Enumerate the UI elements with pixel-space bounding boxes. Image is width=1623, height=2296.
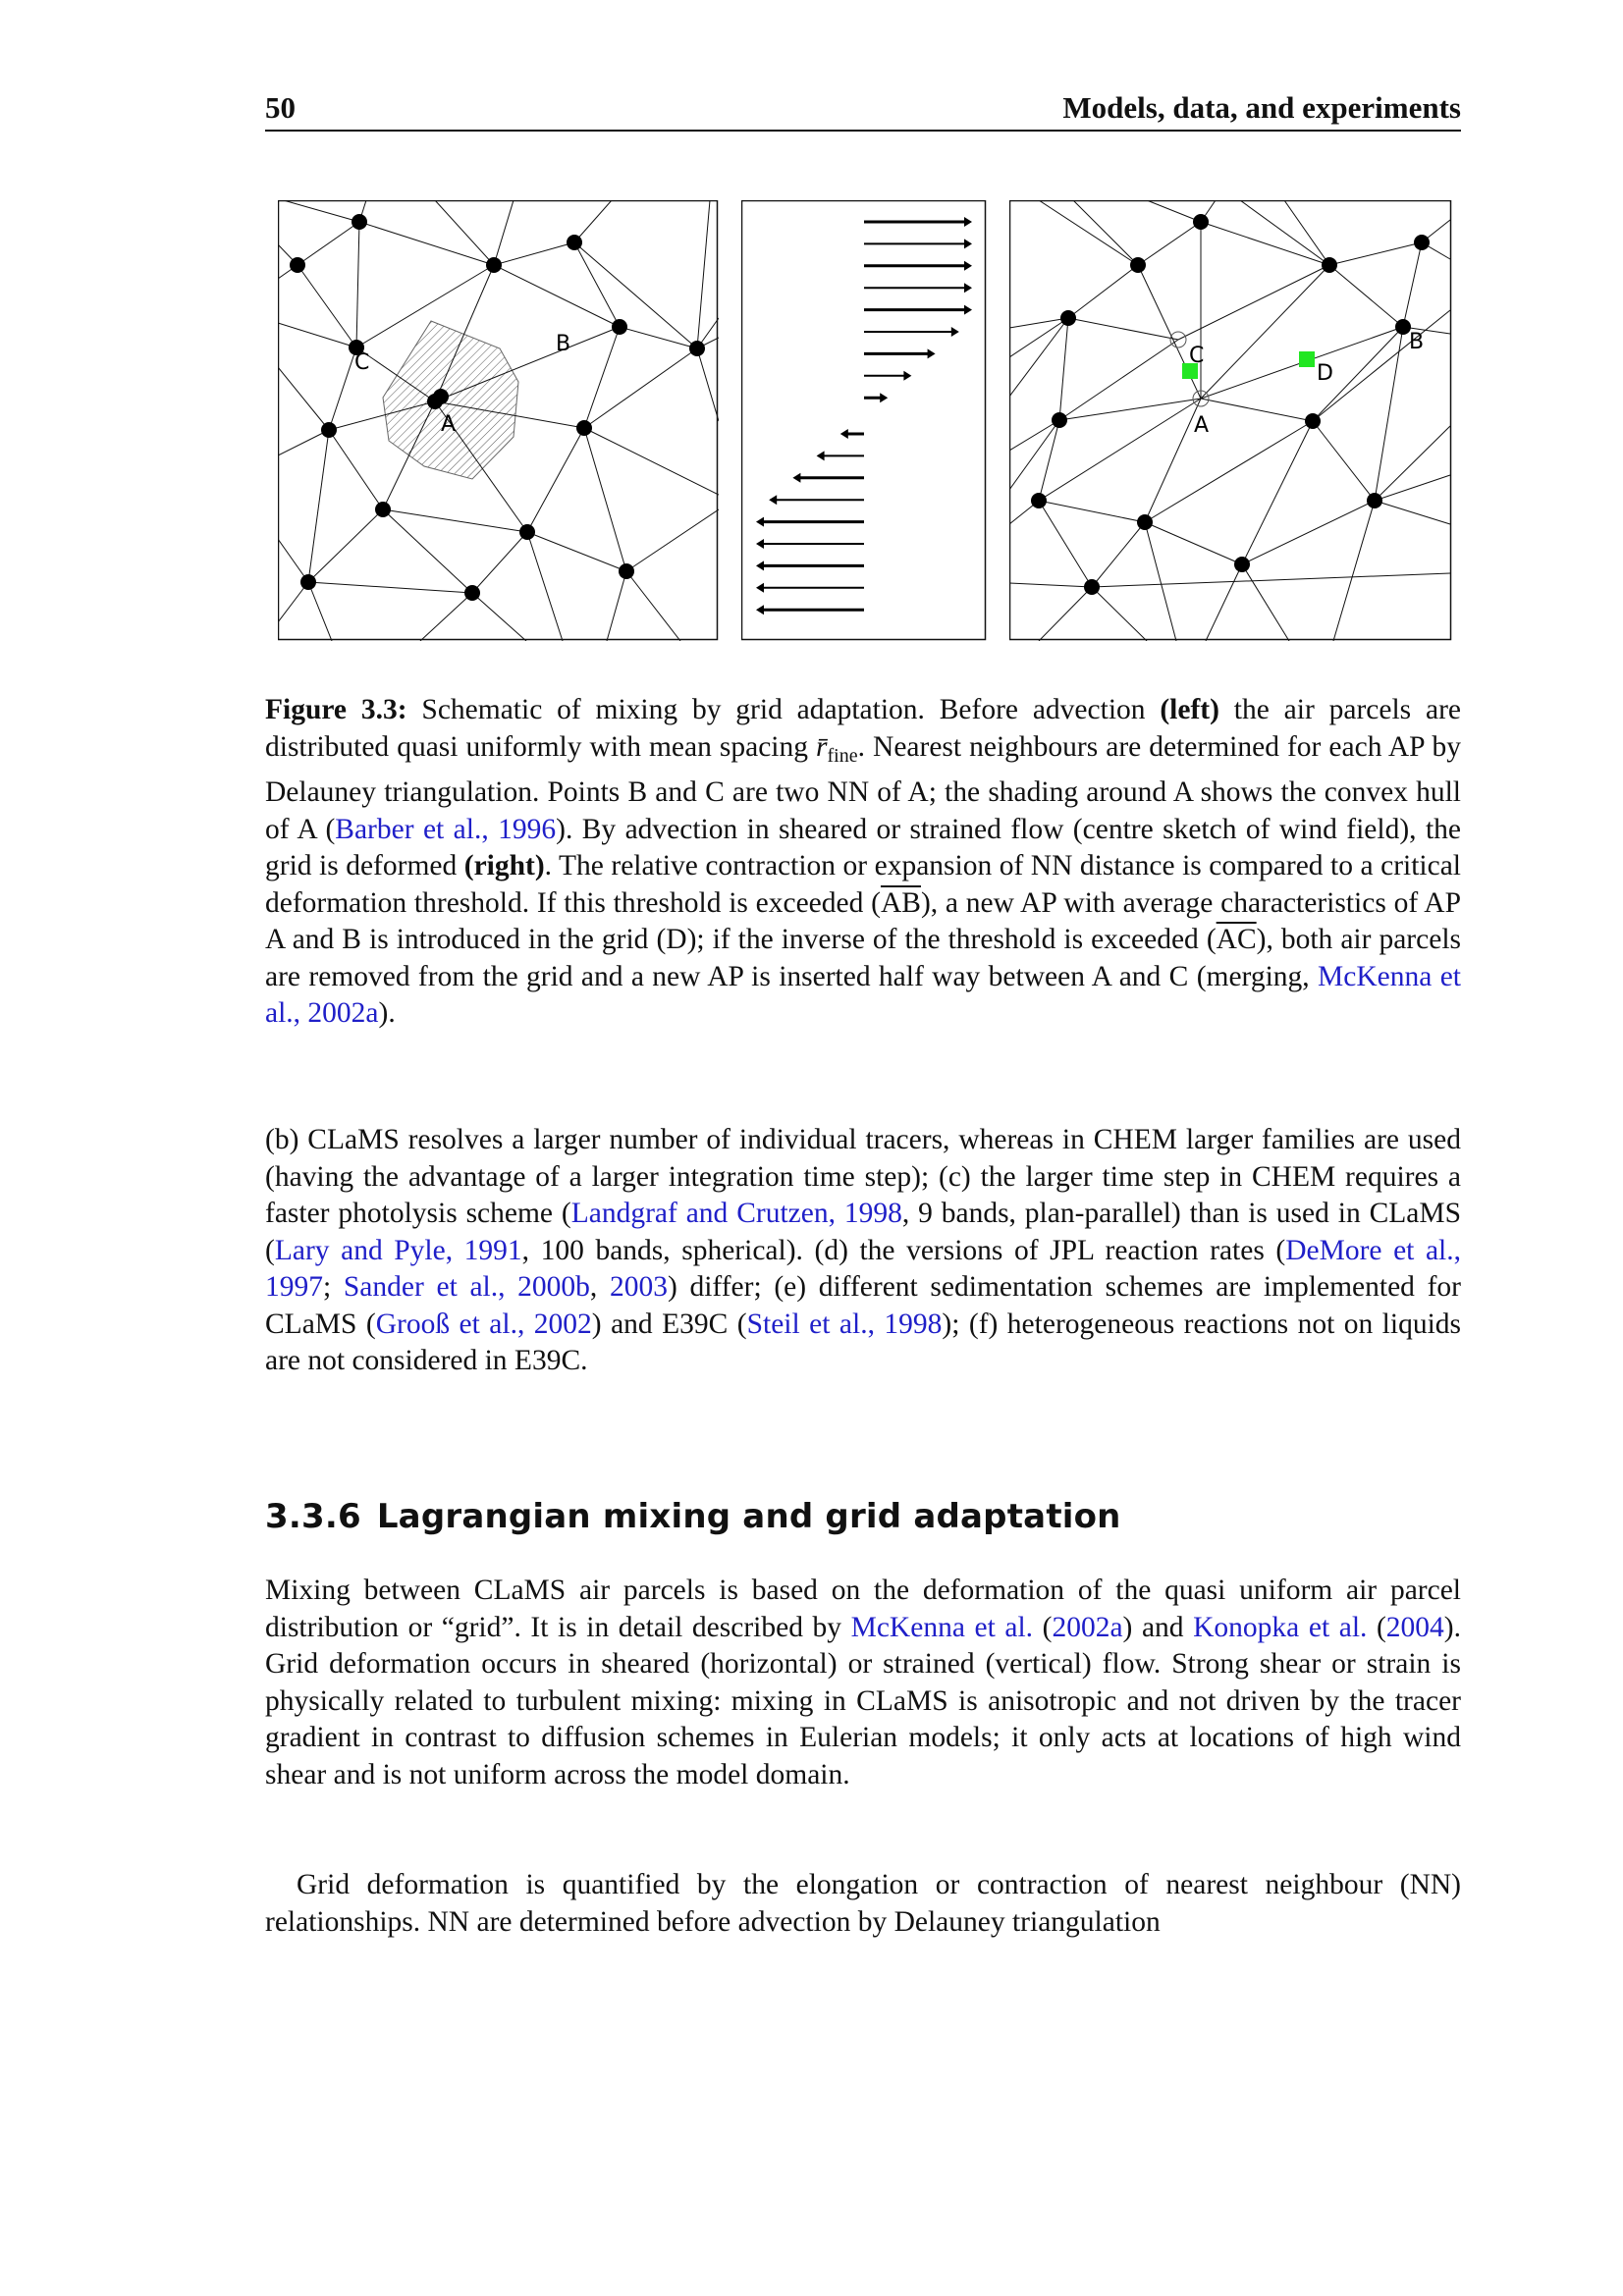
air-parcel-node: [1052, 412, 1067, 428]
body-paragraph: Grid deformation is quantified by the elongation or contraction of nearest neighbour (NN) relationships. NN are determined before advection by Delauney triangulation: [265, 1869, 1461, 1938]
page-number: 50: [265, 90, 296, 125]
air-parcel-node: [464, 585, 480, 601]
air-parcel-node: [576, 420, 592, 436]
citation-link[interactable]: McKenna et al., 2002a: [265, 960, 1461, 1029]
citation-link[interactable]: Grooß et al., 2002: [375, 1308, 592, 1340]
air-parcel-node: [1305, 413, 1321, 429]
air-parcel-node: [567, 235, 582, 250]
air-parcel-node-a: [433, 389, 449, 404]
air-parcel-node: [1031, 493, 1047, 508]
label-d: D: [1317, 361, 1333, 386]
body-paragraph: Mixing between CLaMS air parcels is based on the deformation of the quasi uniform air parcel distribution or “grid”. It is in detail described by McKenna et al. (2002a) and Konopka et al. (2004). Grid deformation occurs in sheared (horizontal) or strained (vertical) flow. Strong shear or strain is physically related to turbulent mixing: mixing in CLaMS is anisotropic and not driven by the tracer gradient in contrast to diffusion schemes in Eulerian models; it only acts at locations of high wind shear and is not uniform across the model domain.: [265, 1575, 1461, 1790]
citation-link[interactable]: 2004: [1385, 1611, 1444, 1643]
citation-link[interactable]: McKenna et al.: [850, 1611, 1034, 1643]
air-parcel-node: [290, 257, 305, 273]
citation-link[interactable]: Konopka et al.: [1193, 1611, 1368, 1643]
air-parcel-node: [352, 214, 367, 230]
figure-3-3: [0, 0, 1623, 687]
label-b: B: [556, 332, 571, 356]
air-parcel-node: [619, 563, 634, 579]
air-parcel-node: [612, 319, 627, 335]
label-a: A: [441, 412, 457, 437]
air-parcel-node: [375, 502, 391, 517]
air-parcel-node: [519, 524, 535, 540]
air-parcel-node: [1322, 257, 1337, 273]
air-parcel-node: [1367, 493, 1382, 508]
citation-link[interactable]: 2002a: [1052, 1611, 1123, 1643]
center-panel-wind-field: [741, 200, 987, 641]
citation-link[interactable]: 2003: [609, 1271, 668, 1303]
citation-link[interactable]: Barber et al., 1996: [335, 813, 557, 845]
air-parcel-node: [1234, 557, 1250, 572]
air-parcel-node: [689, 341, 705, 356]
air-parcel-node: [1060, 310, 1076, 326]
air-parcel-node: [1137, 514, 1153, 530]
air-parcel-node: [1193, 214, 1209, 230]
label-b: B: [1409, 330, 1425, 354]
figure-caption: Figure 3.3: Schematic of mixing by grid adaptation. Before advection (left) the air parcels are distributed quasi uniformly with mean spacing $r̄_{fine}$. Nearest neighbours are determined for each AP by Delauney triangulation. Points B and C are two NN of A; the shading around A shows the convex hull of A (Barber et al., 1996). By advection in sheared or strained flow (centre sketch of wind field), the grid is deformed (right). The relative contraction or expansion of NN distance is compared to a critical deformation threshold. If this threshold is exceeded $(\overline{AB})$, a new AP with average characteristics of AP A and B is introduced in the grid (D); if the inverse of the threshold is exceeded $(\overline{AC})$, both air parcels are removed from the grid and a new AP is inserted half way between A and C (merging, McKenna et al., 2002a).: [265, 694, 1461, 1029]
label-a: A: [1194, 413, 1210, 438]
citation-link[interactable]: Sander et al., 2000b: [343, 1271, 590, 1303]
chapter-title: Models, data, and experiments: [1062, 90, 1461, 125]
citation-link[interactable]: DeMore et al., 1997: [265, 1234, 1462, 1303]
air-parcel-node: [1084, 579, 1100, 595]
citation-link[interactable]: Lary and Pyle, 1991: [274, 1234, 522, 1266]
label-c: C: [1189, 344, 1205, 368]
air-parcel-node: [486, 257, 502, 273]
air-parcel-node: [1414, 235, 1430, 250]
citation-link[interactable]: Steil et al., 1998: [746, 1308, 943, 1340]
air-parcel-node: [321, 422, 337, 438]
right-panel-deformed-grid: [1009, 200, 1453, 641]
left-panel-grid: [278, 200, 719, 641]
section-number: 3.3.6: [265, 1497, 361, 1536]
body-paragraph: (b) CLaMS resolves a larger number of individual tracers, whereas in CHEM larger families are used (having the advantage of a larger integration time step); (c) the larger time step in CHEM requires a faster photolysis scheme (Landgraf and Crutzen, 1998, 9 bands, plan-parallel) than is used in CLaMS (Lary and Pyle, 1991, 100 bands, spherical). (d) the versions of JPL reaction rates (DeMore et al., 1997; Sander et al., 2000b, 2003) differ; (e) different sedimentation schemes are implemented for CLaMS (Grooß et al., 2002) and E39C (Steil et al., 1998); (f) heterogeneous reactions not on liquids are not considered in E39C.: [265, 1124, 1462, 1376]
new-point-d: [1299, 351, 1315, 367]
caption-label: Figure 3.3:: [265, 694, 407, 725]
section-title: Lagrangian mixing and grid adaptation: [376, 1497, 1121, 1536]
label-c: C: [354, 350, 370, 375]
air-parcel-node: [300, 574, 316, 590]
citation-link[interactable]: Landgraf and Crutzen, 1998: [570, 1198, 902, 1229]
section-heading: [265, 1497, 1121, 1536]
air-parcel-node: [1130, 257, 1146, 273]
